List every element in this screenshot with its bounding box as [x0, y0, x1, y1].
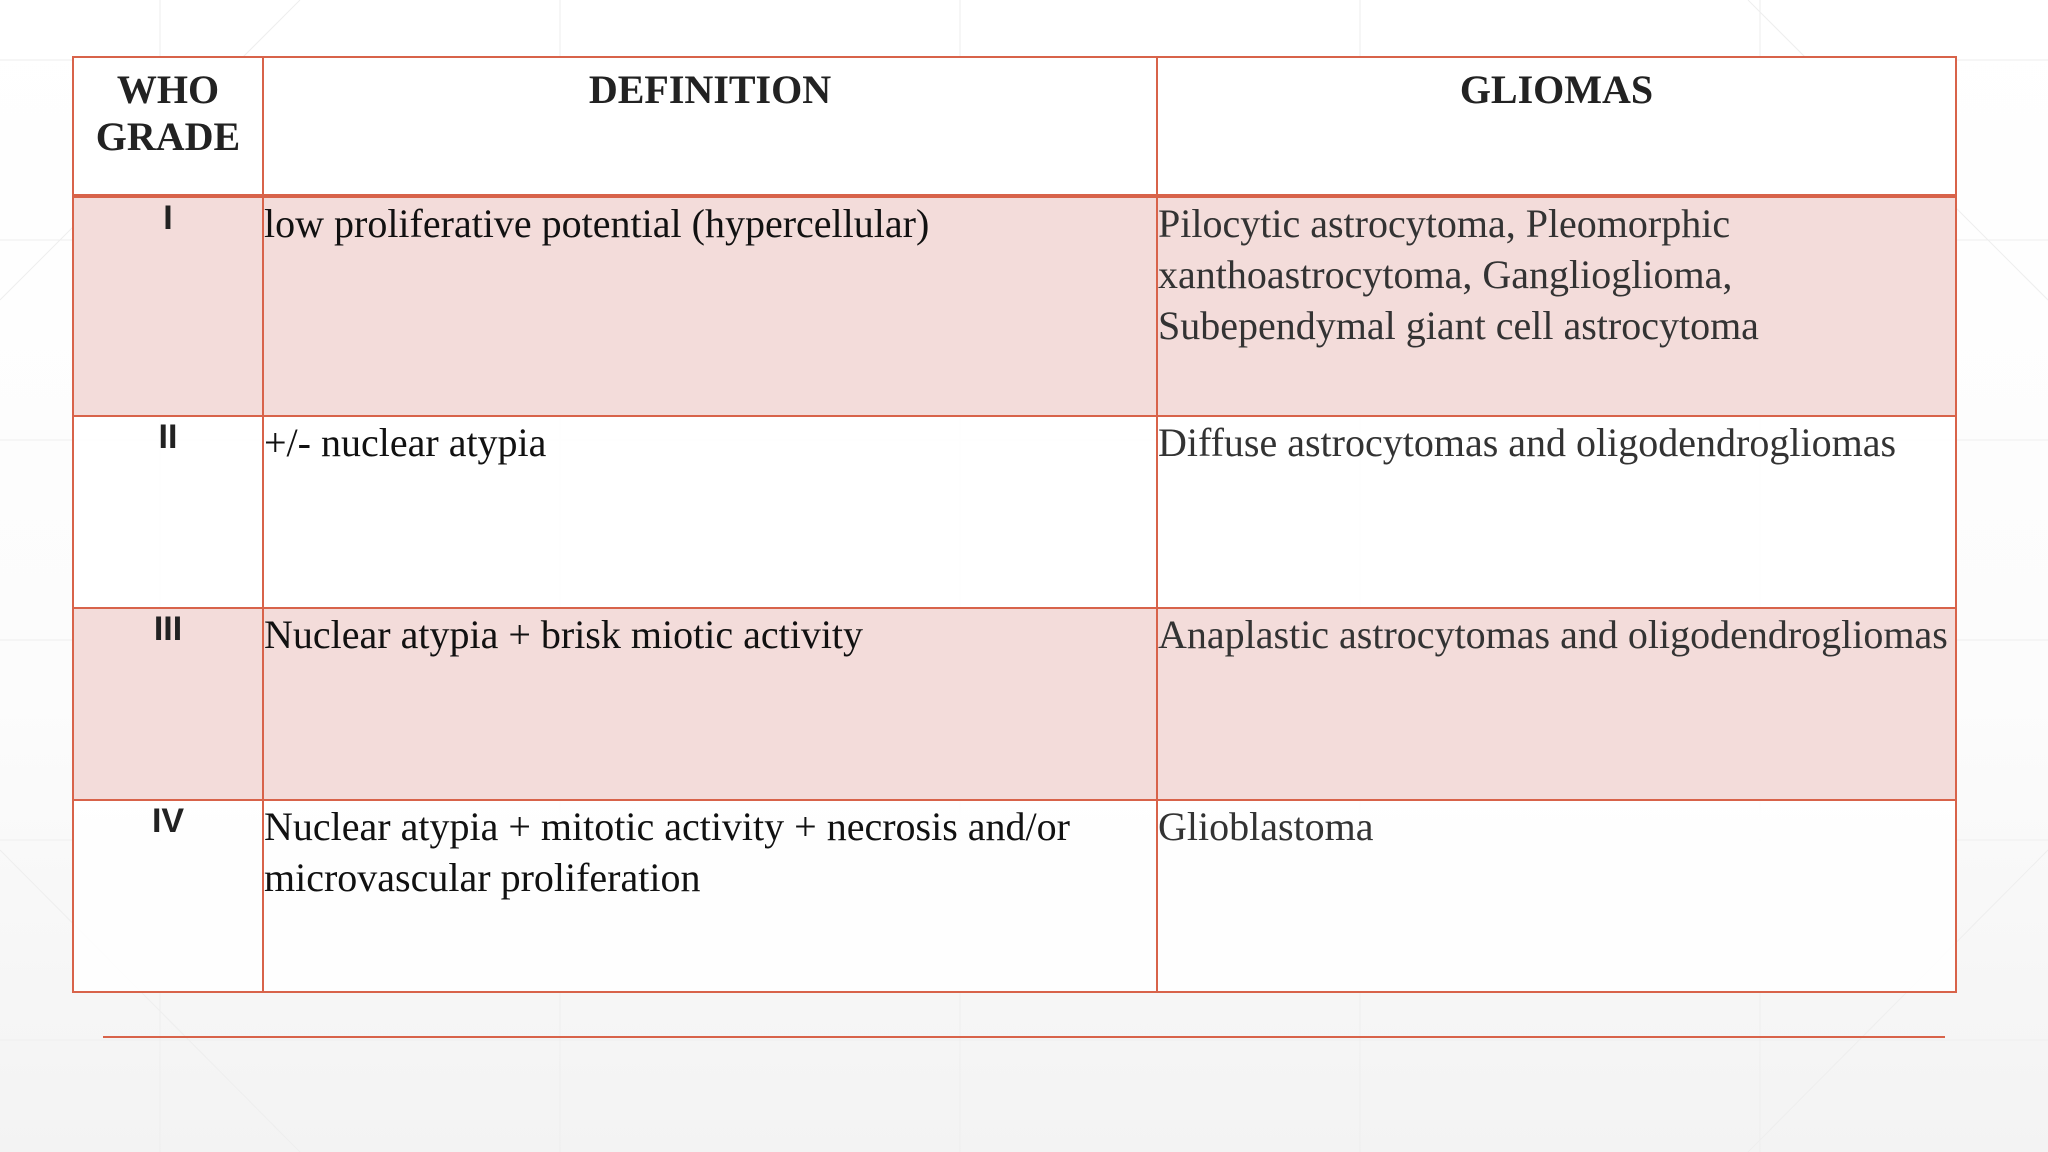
- definition-cell: +/- nuclear atypia: [263, 416, 1157, 608]
- who-grade-table: [72, 56, 1957, 993]
- grade-cell: II: [73, 416, 263, 608]
- definition-cell: Nuclear atypia + mitotic activity + necrosis and/or microvascular proliferation: [263, 800, 1157, 992]
- header-grade: GRADE: [95, 114, 241, 159]
- gliomas-cell: Anaplastic astrocytomas and oligodendrogliomas: [1157, 608, 1956, 800]
- header-who-grade: [73, 57, 263, 196]
- gliomas-cell: Diffuse astrocytomas and oligodendrogliomas: [1157, 416, 1956, 608]
- footer-divider: [103, 1036, 1945, 1038]
- table-row: [73, 800, 1956, 992]
- header-gliomas: GLIOMAS: [1157, 57, 1956, 196]
- definition-cell: Nuclear atypia + brisk miotic activity: [263, 608, 1157, 800]
- table-row: [73, 416, 1956, 608]
- header-definition: DEFINITION: [263, 57, 1157, 196]
- grade-cell: IV: [73, 800, 263, 992]
- table-row: [73, 196, 1956, 416]
- definition-cell: low proliferative potential (hypercellular): [263, 196, 1157, 416]
- grade-cell: III: [73, 608, 263, 800]
- gliomas-cell: Pilocytic astrocytoma, Pleomorphic xanthoastrocytoma, Ganglioglioma, Subependymal giant cell astrocytoma: [1157, 196, 1956, 416]
- gliomas-cell: Glioblastoma: [1157, 800, 1956, 992]
- grade-cell: I: [73, 196, 263, 416]
- table-header-row: [73, 57, 1956, 196]
- table-row: [73, 608, 1956, 800]
- header-who: WHO: [116, 67, 220, 112]
